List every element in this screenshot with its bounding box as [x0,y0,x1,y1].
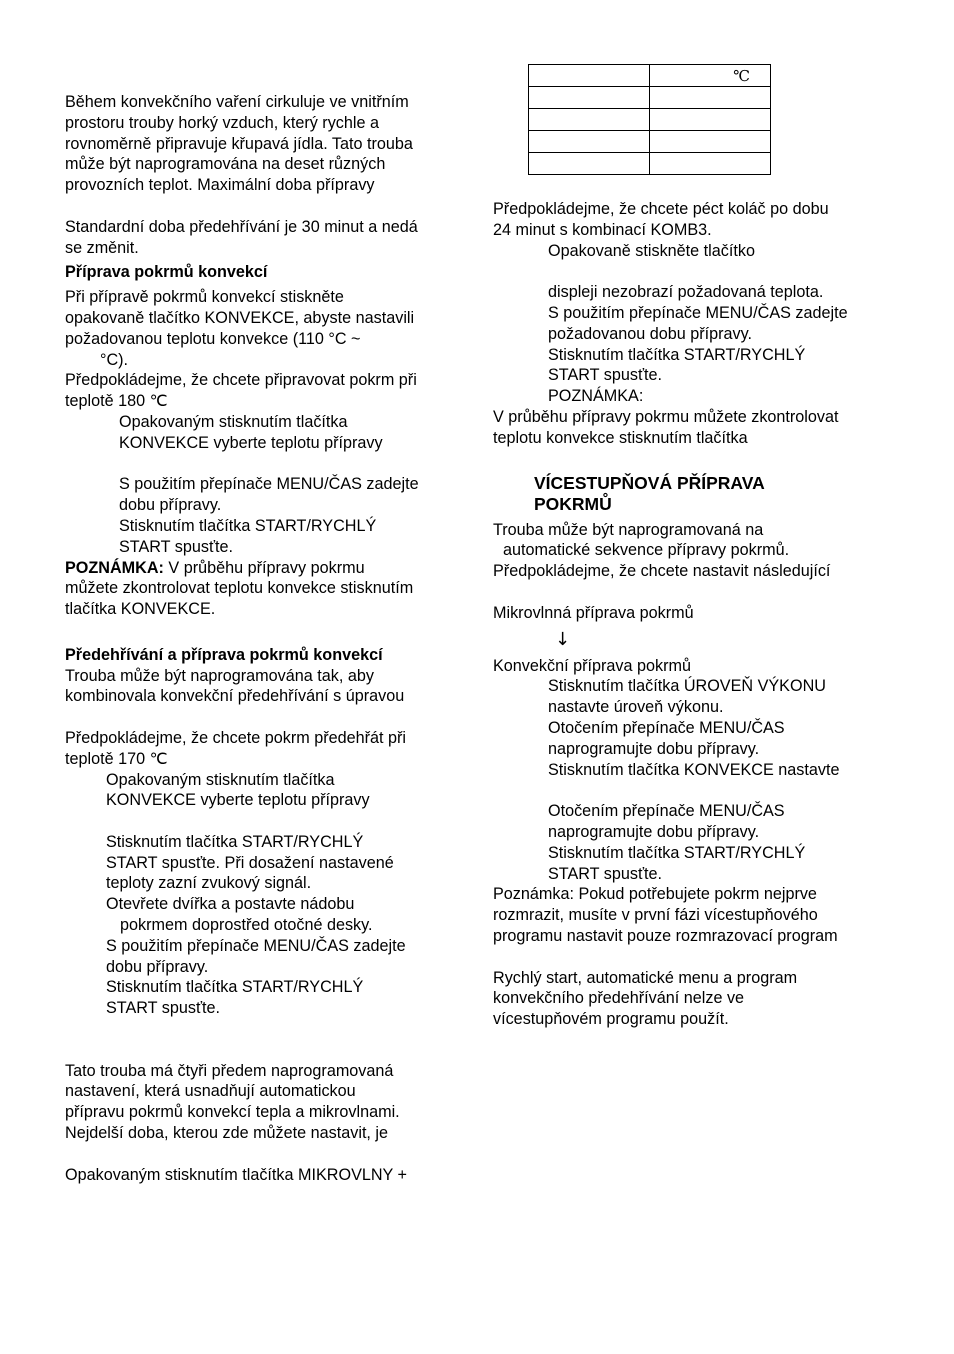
text-line: rozmrazit, musíte v první fázi vícestupňového [493,906,818,925]
step-line: Stisknutím tlačítka START/RYCHLÝ [548,345,806,364]
step-line: Stisknutím tlačítka START/RYCHLÝ [548,843,806,862]
combo-note-paragraph [493,407,913,449]
spacer [65,196,475,217]
spacer [65,1040,475,1061]
table-cell [529,153,650,175]
left-column [65,92,475,1185]
steps-combo [493,241,913,407]
preheat-time-paragraph [65,217,475,259]
text-line: °C). [100,350,129,369]
step-line: naprogramujte dobu přípravy. [548,739,760,758]
sequence-step-microwave: Mikrovlnná příprava pokrmů [493,603,694,622]
text-line: programu nastavit pouze rozmrazovací program [493,926,838,945]
sequence-step-convection: Konvekční příprava pokrmů [493,656,691,675]
note-text: V průběhu přípravy pokrmu [163,558,365,577]
text-line: Nejdelší doba, kterou zde můžete nastavit, je [65,1124,389,1143]
text-line: Tato trouba má čtyři předem naprogramovaná [65,1061,394,1080]
step-line: dobu přípravy. [119,496,222,515]
text-line: V průběhu přípravy pokrmu můžete zkontrolovat [493,407,839,426]
text-line: požadovanou teplotu konvekce (110 °C ~ [65,329,361,348]
text-line: Předpokládejme, že chcete nastavit následující [493,562,831,581]
spacer [65,1144,475,1165]
step-line: pokrmem doprostřed otočné desky. [120,916,373,935]
arrow-down-icon: ↓ [555,628,571,650]
note-label: POZNÁMKA: [65,558,164,577]
step-line: Otočením přepínače MENU/ČAS [548,718,785,737]
right-column [493,199,913,1030]
text-line: kombinovala konvekční předehřívání s úpravou [65,687,405,706]
step-line: Stisknutím tlačítka KONVEKCE nastavte [548,760,840,779]
step-line: KONVEKCE vyberte teplotu přípravy [119,433,383,452]
text-line: provozních teplot. Maximální doba přípravy [65,176,375,195]
table-cell [650,153,771,175]
step-line: Opakovaným stisknutím tlačítka [119,412,348,431]
text-line: Trouba může být naprogramována tak, aby [65,666,374,685]
restrictions-paragraph [493,968,913,1030]
spacer [493,582,913,603]
multistage-paragraph [493,520,913,582]
step-line: Opakovaně stiskněte tlačítko [548,241,755,260]
spacer [493,947,913,968]
intro-paragraph [65,92,475,196]
presets-paragraph [65,1061,475,1144]
step-line: Otevřete dvířka a postavte nádobu [106,895,355,914]
convection-paragraph [65,287,475,370]
table-row [529,131,771,153]
step-line: START spusťte. [548,864,663,883]
steps-preheat [65,770,475,1020]
text-line: Předpokládejme, že chcete připravovat pokrm při [65,371,417,390]
text-line: teplotu konvekce stisknutím tlačítka [493,428,748,447]
step-line: dobu přípravy. [106,957,209,976]
spacer [106,811,475,832]
text-line: rovnoměrně připravuje křupavá jídla. Tato trouba [65,134,413,153]
text-line: automatické sekvence přípravy pokrmů. [503,541,790,560]
step-line: START spusťte. [106,999,221,1018]
steps-multistage [493,676,913,884]
text-line: Během konvekčního vaření cirkuluje ve vnitřním [65,93,409,111]
step-line: naprogramujte dobu přípravy. [548,822,760,841]
step-line: KONVEKCE vyberte teplotu přípravy [106,791,370,810]
example-paragraph-170 [65,728,475,770]
table-cell-text: ℃ [733,66,750,85]
table-cell [529,131,650,153]
text-line: teplotě 170 ℃ [65,749,168,768]
text-line: můžete zkontrolovat teplotu konvekce stisknutím [65,579,414,598]
text-line: Rychlý start, automatické menu a program [493,968,798,987]
step-line: S použitím přepínače MENU/ČAS zadejte [548,303,848,322]
spacer [65,1019,475,1040]
table-cell [650,131,771,153]
text-line: vícestupňovém programu použít. [493,1010,729,1029]
step-line: Stisknutím tlačítka START/RYCHLÝ [106,832,364,851]
table-row [529,153,771,175]
text-line: nastavení, která usnadňují automatickou [65,1082,356,1101]
step-line: teploty zazní zvukový signál. [106,874,312,893]
text-line: Poznámka: Pokud potřebujete pokrm nejprve [493,885,817,904]
text-line: konvekčního předehřívání nelze ve [493,989,745,1008]
step-line: Stisknutím tlačítka START/RYCHLÝ [119,516,377,535]
spacer [65,707,475,728]
text-line: Při přípravě pokrmů konvekcí stiskněte [65,288,344,307]
step-line: Stisknutím tlačítka ÚROVEŇ VÝKONU [548,677,826,696]
text-line: Standardní doba předehřívání je 30 minut a nedá [65,217,418,236]
section-heading-convection: Příprava pokrmů konvekcí [65,263,268,282]
table-cell [529,65,650,87]
settings-table [528,64,771,175]
preheat-paragraph [65,666,475,708]
step-line: Otočením přepínače MENU/ČAS [548,802,785,821]
spacer [119,454,475,475]
spacer [493,449,913,473]
text-line: tlačítka KONVEKCE. [65,600,216,619]
note-line [65,558,475,579]
text-line: Opakovaným stisknutím tlačítka MIKROVLNY + [65,1165,408,1184]
cake-example-paragraph [493,199,913,241]
step-line: S použitím přepínače MENU/ČAS zadejte [119,475,419,494]
section-heading-multistage [493,473,913,516]
step-line: displeji nezobrazí požadovaná teplota. [548,283,824,302]
table-cell [529,87,650,109]
step-line: S použitím přepínače MENU/ČAS zadejte [106,936,406,955]
section-heading-preheat: Předehřívání a příprava pokrmů konvekcí [65,645,383,664]
step-line: požadovanou dobu přípravy. [548,324,752,343]
table-cell [650,65,771,87]
note-paragraph [65,558,475,620]
text-line: se změnit. [65,238,139,257]
step-line: POZNÁMKA: [548,387,644,406]
step-line: START spusťte. [119,537,234,556]
table-cell [650,109,771,131]
text-line: Předpokládejme, že chcete péct koláč po dobu [493,200,829,218]
step-line: Stisknutím tlačítka START/RYCHLÝ [106,978,364,997]
step-line: START spusťte. Při dosažení nastavené [106,853,394,872]
text-line: teplotě 180 ℃ [65,392,168,411]
text-line: opakovaně tlačítko KONVEKCE, abyste nastavili [65,308,415,327]
defrost-note-paragraph [493,884,913,946]
heading-line: VÍCESTUPŇOVÁ PŘÍPRAVA [534,472,765,493]
spacer [65,620,475,641]
settings-table-body [529,65,771,175]
step-line: Opakovaným stisknutím tlačítka [106,770,335,789]
table-row [529,87,771,109]
steps-convection [65,412,475,558]
example-paragraph-180 [65,370,475,412]
step-line: START spusťte. [548,366,663,385]
spacer [548,261,913,282]
spacer [548,780,913,801]
text-line: může být naprogramována na deset různých [65,155,386,174]
text-line: přípravu pokrmů konvekcí tepla a mikrovlnami. [65,1103,400,1122]
text-line: Předpokládejme, že chcete pokrm předehřát při [65,728,407,747]
table-cell [529,109,650,131]
table-row [529,65,771,87]
table-cell [650,87,771,109]
heading-line: POKRMŮ [534,494,612,515]
text-line: Trouba může být naprogramovaná na [493,520,764,539]
table-row [529,109,771,131]
step-line: nastavte úroveň výkonu. [548,698,724,717]
text-line: 24 minut s kombinací KOMB3. [493,220,712,239]
text-line: prostoru trouby horký vzduch, který rychle a [65,113,379,132]
